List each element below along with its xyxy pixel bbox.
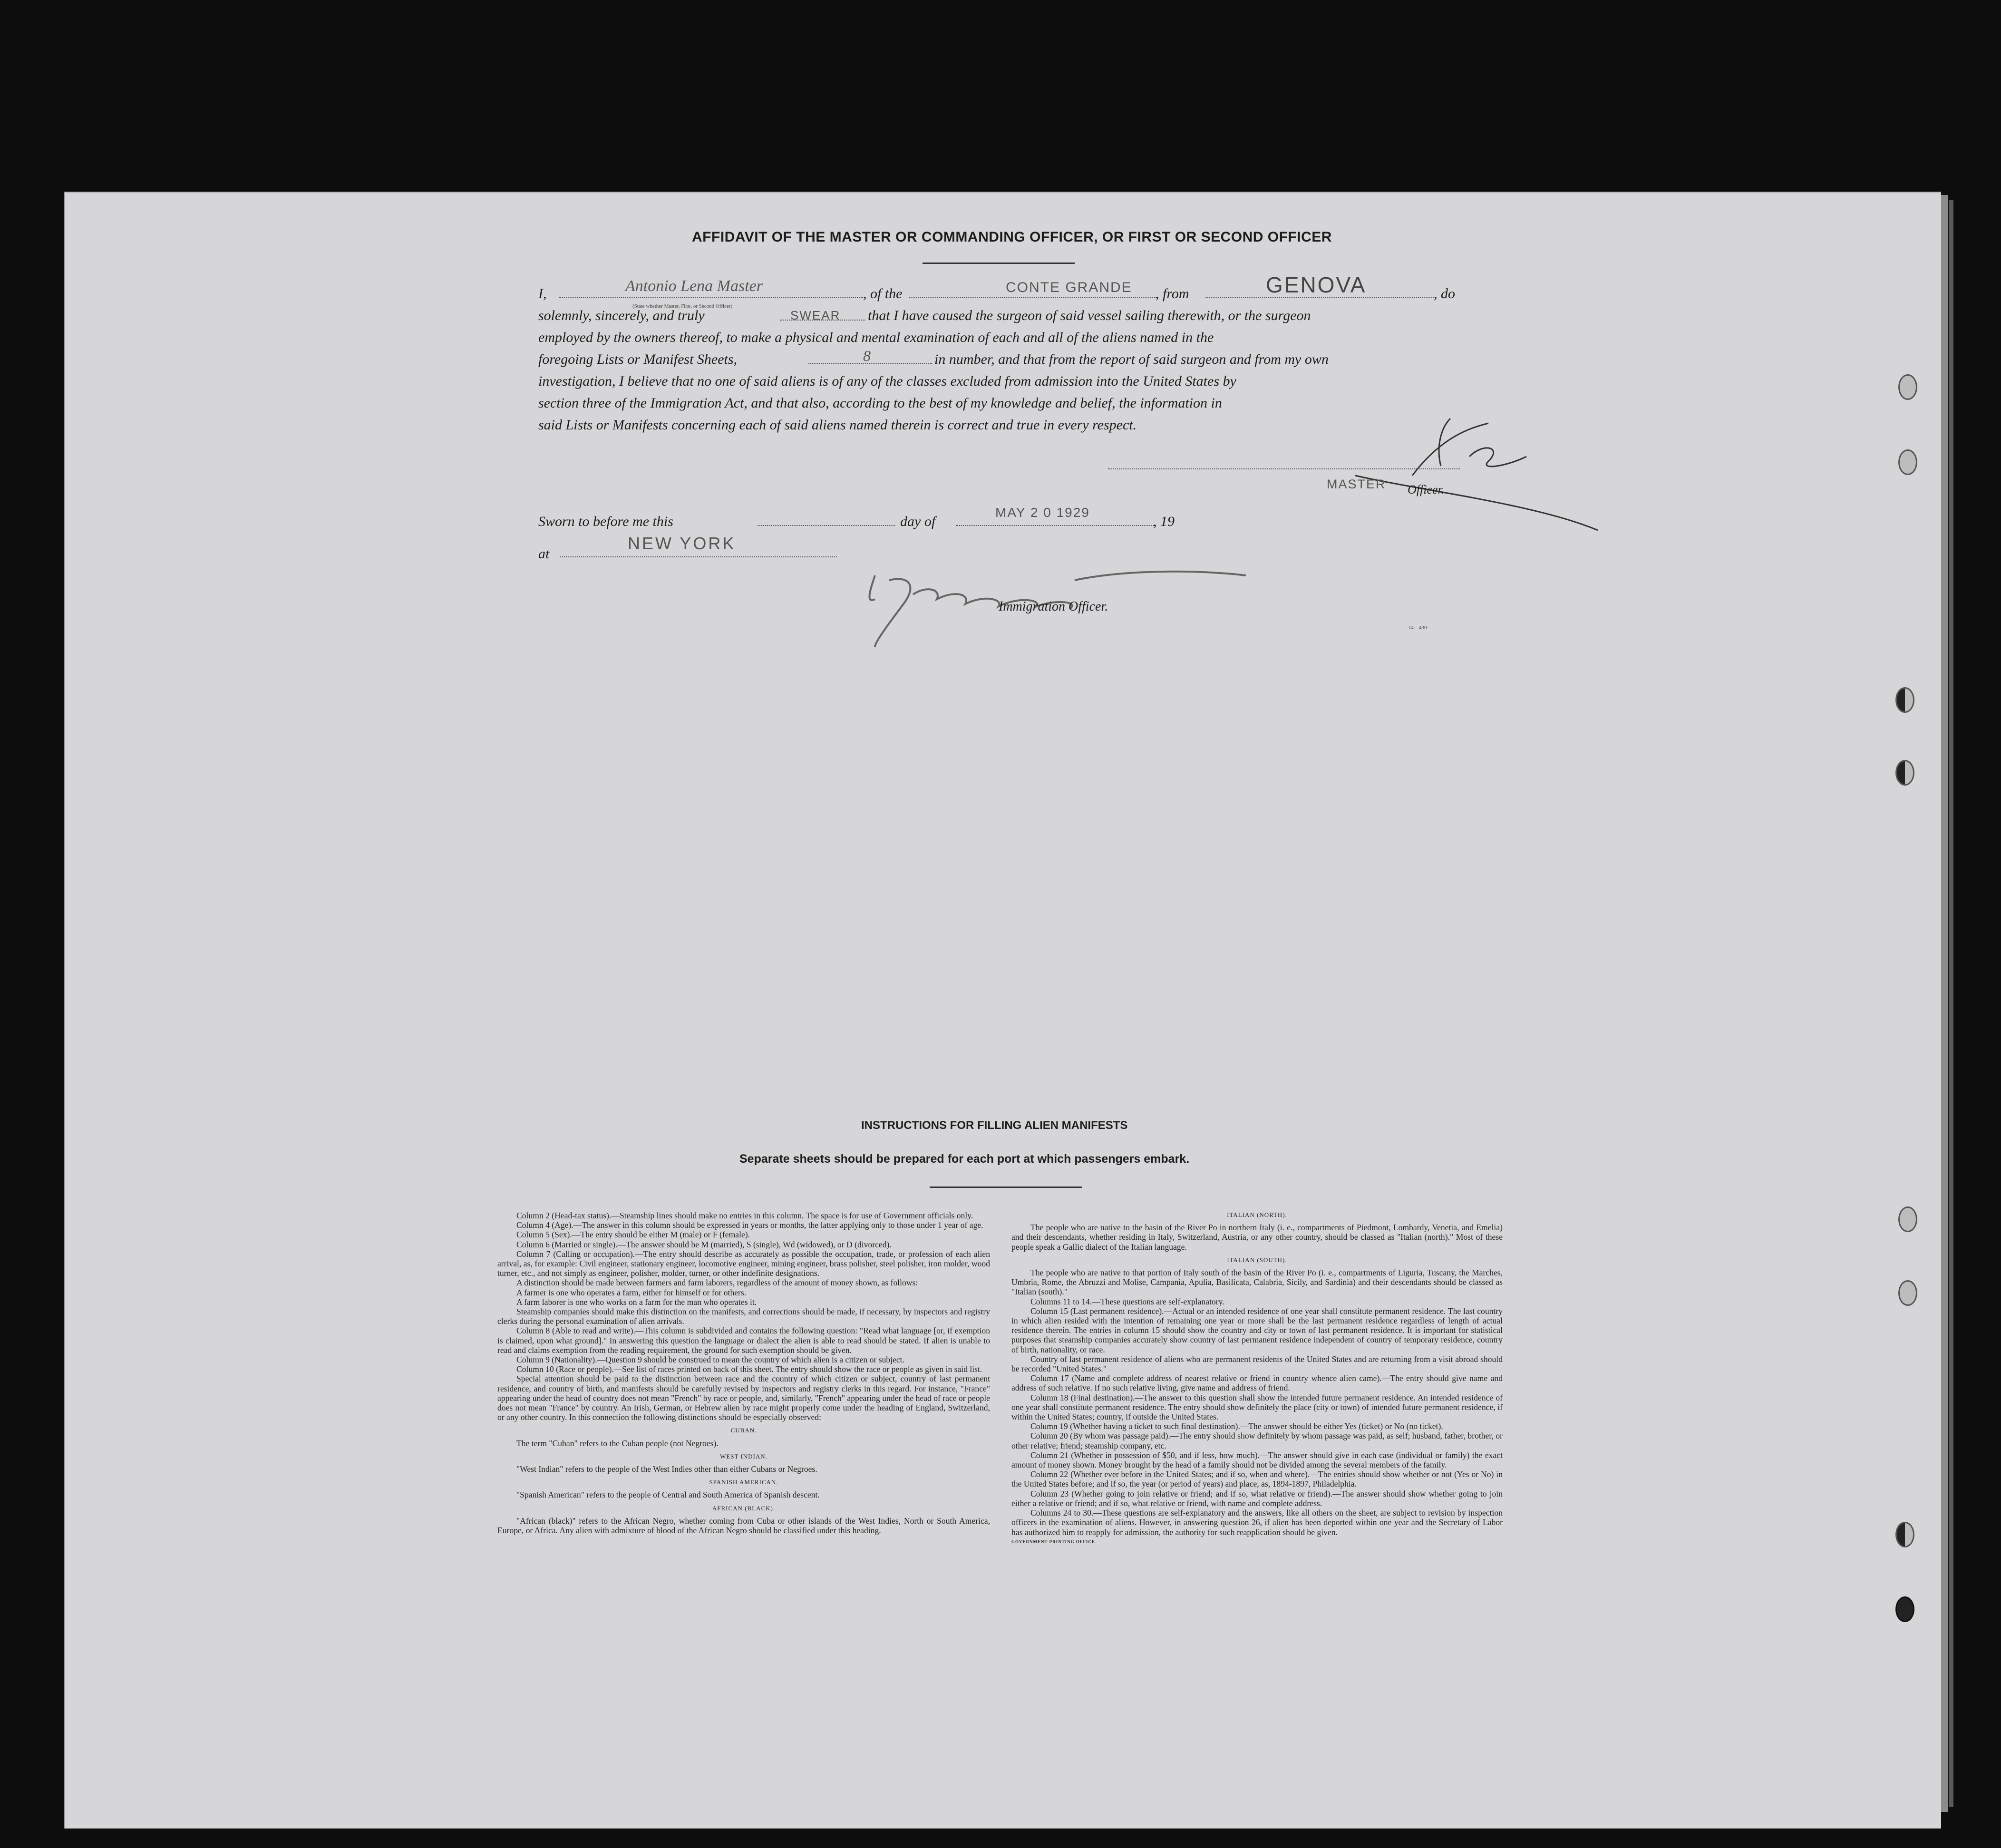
instr-left-p: A distinction should be made between farmers and farm laborers, regardless of the amount of money shown, as follows:	[516, 1278, 918, 1288]
instr-right-p: Country of last permanent residence of aliens who are permanent residents of the United States and are returning from a visit abroad should be recorded "United States."	[1011, 1354, 1503, 1374]
instr-left-p: Column 7 (Calling or occupation).—The entry should describe as accurately as possible the occupation, trade, or profession of each alien arrival, as, for example: Civil engineer, stationary engineer, locomotive engineer, mining engineer, brass polisher, steel polisher, iron molder, wood turner, etc., and not simply as engineer, polisher, molder, turner, or other indefinite designations.	[497, 1249, 990, 1278]
form-number: 14—430	[1408, 625, 1427, 631]
spanish-american-heading: SPANISH AMERICAN.	[709, 1478, 778, 1486]
binder-hole	[1895, 687, 1914, 713]
swear-stamp: SWEAR	[790, 308, 841, 322]
gpo-imprint: GOVERNMENT PRINTING OFFICE	[1011, 1539, 1095, 1544]
instr-right-p: Column 19 (Whether having a ticket to such final destination).—The answer should be either Yes (ticket) or No (no ticket).	[1030, 1421, 1443, 1431]
place-line	[560, 556, 837, 557]
instr-right-p: The people who are native to that portion of Italy south of the basin of the River Po (i. e., compartments of Liguria, Tuscany, the Marches, Umbria, Rome, the Abruzzi and Molise, Campania, Apulia, Basilicata, Calabria, Sicily, and Sardinia) and their descendants should be classed as "Italian (south)."	[1011, 1268, 1503, 1297]
instr-left-p: Column 4 (Age).—The answer in this column should be expressed in years or months, the latter applying only to those under 1 year of age.	[516, 1220, 983, 1230]
affidavit-title: AFFIDAVIT OF THE MASTER OR COMMANDING OFFICER, OR FIRST OR SECOND OFFICER	[692, 229, 1332, 245]
instructions-left-column	[497, 1211, 990, 1535]
instr-left-p: Column 10 (Race or people).—See list of races printed on back of this sheet. The entry should show the race or people as given in said list.	[516, 1364, 982, 1374]
at-label: at	[538, 546, 550, 562]
page-edge-shadow	[1949, 200, 1953, 1807]
instr-right-p: Column 17 (Name and complete address of nearest relative or friend in country whence alien came).—The entry should give name and address of such relative. If no such relative living, give name and address of friend.	[1011, 1373, 1503, 1393]
master-signature	[1108, 409, 1607, 537]
master-name-line	[559, 297, 863, 298]
master-name: Antonio Lena Master	[625, 277, 763, 295]
instructions-rule	[930, 1187, 1082, 1188]
sworn-label: Sworn to before me this	[538, 514, 673, 529]
instr-right-p: Columns 11 to 14.—These questions are self-explanatory.	[1030, 1296, 1224, 1306]
sheets-count: 8	[863, 347, 871, 364]
affidavit-line6: section three of the Immigration Act, and that also, according to the best of my knowledge and belief, the information in	[538, 395, 1222, 411]
instr-left-p: Column 6 (Married or single).—The answer should be M (married), S (single), Wd (widowed), or D (divorced).	[516, 1239, 892, 1249]
italian-south-heading: ITALIAN (SOUTH).	[1227, 1256, 1287, 1264]
instructions-title: INSTRUCTIONS FOR FILLING ALIEN MANIFESTS	[861, 1119, 1128, 1132]
instr-left-p: Steamship companies should make this distinction on the manifests, and corrections should be made, if necessary, by inspectors and registry clerks during the personal examination of alien arrivals.	[497, 1307, 990, 1326]
title-rule	[923, 263, 1075, 264]
instr-right-p: Column 23 (Whether going to join relative or friend; and if so, what relative or friend).—The answer should show whether going to join either a relative or friend; and if so, what relative or friend, with name and complete address.	[1011, 1488, 1503, 1508]
affidavit-line7: said Lists or Manifests concerning each of said aliens named therein is correct and true in every respect.	[538, 417, 1137, 433]
binder-hole	[1898, 374, 1917, 400]
solemnly-label: solemnly, sincerely, and truly	[538, 308, 705, 323]
instr-right-p: Column 18 (Final destination).—The answer to this question shall show the intended future permanent residence. An intended residence of one year shall constitute permanent residence. The entry should show definitely the place (city or town) of intended future permanent residence, if within the United States; country, if outside the United States.	[1011, 1392, 1503, 1422]
affidavit-line4b: in number, and that from the report of said surgeon and from my own	[934, 351, 1329, 367]
immigration-officer-label: Immigration Officer.	[999, 599, 1108, 614]
of-the-label: , of the	[863, 286, 903, 302]
sworn-day-line	[758, 525, 895, 526]
african-heading: AFRICAN (BLACK).	[712, 1504, 776, 1512]
instr-left-p: Column 2 (Head-tax status).—Steamship lines should make no entries in this column. The space is for use of Government officials only.	[516, 1211, 973, 1220]
master-label: MASTER	[1327, 477, 1386, 491]
african-text: "African (black)" refers to the African Negro, whether coming from Cuba or other islands of the West Indies, North or South America, Europe, or Africa. Any alien with admixture of blood of the African Negro should be classified under this heading.	[497, 1516, 990, 1536]
day-of-label: day of	[900, 514, 936, 529]
spanish-american-text: "Spanish American" refers to the people of Central and South America of Spanish descent.	[516, 1490, 820, 1500]
instructions-right-column	[1011, 1206, 1503, 1546]
date-line	[956, 525, 1156, 526]
instr-left-p: A farmer is one who operates a farm, either for himself or for others.	[516, 1287, 747, 1297]
instructions-subtitle: Separate sheets should be prepared for each port at which passengers embark.	[739, 1152, 1190, 1166]
from-label: , from	[1156, 286, 1189, 302]
place-stamp: NEW YORK	[628, 534, 736, 553]
vessel-name: CONTE GRANDE	[1006, 280, 1132, 295]
binder-hole	[1898, 1280, 1917, 1306]
west-indian-heading: WEST INDIAN.	[720, 1452, 767, 1460]
binder-hole	[1895, 1522, 1914, 1547]
binder-hole	[1895, 760, 1914, 786]
binder-hole	[1898, 449, 1917, 475]
instr-right-p: Column 22 (Whether ever before in the United States; and if so, when and where).—The entries should show whether or not (Yes or No) in the United States before; and if so, the year (or period of years) and place, as, 1894-1897, Philadelphia.	[1011, 1469, 1503, 1489]
instr-left-p: Column 9 (Nationality).—Question 9 should be construed to mean the country of which alien is a citizen or subject.	[516, 1355, 904, 1365]
year-label: , 19	[1153, 514, 1175, 529]
cuban-text: The term "Cuban" refers to the Cuban people (not Negroes).	[516, 1438, 719, 1448]
instr-left-p: A farm laborer is one who works on a farm for the man who operates it.	[516, 1297, 757, 1307]
do-label: , do	[1434, 286, 1455, 302]
west-indian-text: "West Indian" refers to the people of the West Indies other than either Cubans or Negroes.	[516, 1464, 817, 1474]
affidavit-i: I,	[538, 286, 547, 302]
officer-label: Officer.	[1408, 483, 1445, 496]
affidavit-line5: investigation, I believe that no one of said aliens is of any of the classes excluded from admission into the United States by	[538, 373, 1236, 389]
binder-hole	[1898, 1206, 1917, 1232]
master-signature-line	[1108, 468, 1460, 469]
instr-right-p: Column 21 (Whether in possession of $50, and if less, how much).—The answer should give in each case (individual or family) the exact amount of money shown. Money brought by the head of a family should not be divided among the several members of the family.	[1011, 1450, 1503, 1470]
affidavit-line3: employed by the owners thereof, to make a physical and mental examination of each and all of the aliens named in the	[538, 330, 1214, 345]
instr-right-p: Column 15 (Last permanent residence).—Actual or an intended residence of one year shall constitute permanent residence. The last country in which alien resided with the intention of remaining one year or more shall be the last permanent residence regardless of length of actual residence therein. The entries in column 15 should show the country and city or town of last permanent residence. It is important for statistical purposes that steamship companies accurately show country of last permanent residence independent of country of temporary residence, country of birth, nationality, or race.	[1011, 1306, 1503, 1354]
state-note: (State whether Master, First, or Second Officer)	[632, 303, 733, 309]
instr-right-p: Column 20 (By whom was passage paid).—The entry should show definitely by whom passage was paid, as self; husband, father, brother, or other relative; friend; steamship company, etc.	[1011, 1431, 1503, 1450]
cuban-heading: CUBAN.	[730, 1427, 757, 1434]
date-stamp: MAY 2 0 1929	[995, 505, 1090, 520]
port-name: GENOVA	[1266, 272, 1367, 297]
vessel-line	[909, 297, 1156, 298]
binder-hole	[1895, 1596, 1914, 1622]
affidavit-line2: that I have caused the surgeon of said vessel sailing therewith, or the surgeon	[868, 308, 1311, 323]
instr-left-p: Column 8 (Able to read and write).—This column is subdivided and contains the following question: "Read what language [or, if exemption is claimed, upon what ground]." In answering this question the language or dialect the alien is able to read should be stated. If alien is unable to read and claims exemption from the reading requirement, the ground for such exemption should be given.	[497, 1326, 990, 1355]
italian-north-text: The people who are native to the basin of the River Po in northern Italy (i. e., compartments of Piedmont, Lombardy, Venetia, and Emelia) and their descendants, whether residing in Italy, Switzerland, Austria, or any other country, should be classed as "Italian (north)." Most of these people speak a Gallic dialect of the Italian language.	[1011, 1223, 1503, 1252]
instr-left-p: Special attention should be paid to the distinction between race and the country of which citizen or subject, country of last permanent residence, and country of birth, and manifests should be carefully revised by inspectors and registry clerks in this regard. For instance, "France" appearing under the head of country does not mean "French" by race or people, and, similarly, "French" appearing under the head of race or people does not mean "France" by country. An Irish, German, or Hebrew alien by race might properly come under the heading of England, Switzerland, or any other country. In this connection the following distinctions should be especially observed:	[497, 1374, 990, 1422]
instr-right-p: Columns 24 to 30.—These questions are self-explanatory and the answers, like all others on the sheet, are subject to revision by inspection officers in the examination of aliens. However, in answering question 26, if alien has been deported within one year and the Secretary of Labor has authorized him to reapply for admission, the authority for such reapplication should be given.	[1011, 1508, 1503, 1537]
instr-left-p: Column 5 (Sex).—The entry should be either M (male) or F (female).	[516, 1230, 750, 1240]
affidavit-line4a: foregoing Lists or Manifest Sheets,	[538, 351, 738, 367]
manifest-sheet	[64, 192, 1941, 1829]
italian-north-heading: ITALIAN (NORTH).	[1227, 1211, 1287, 1218]
page-edge	[1941, 195, 1948, 1812]
